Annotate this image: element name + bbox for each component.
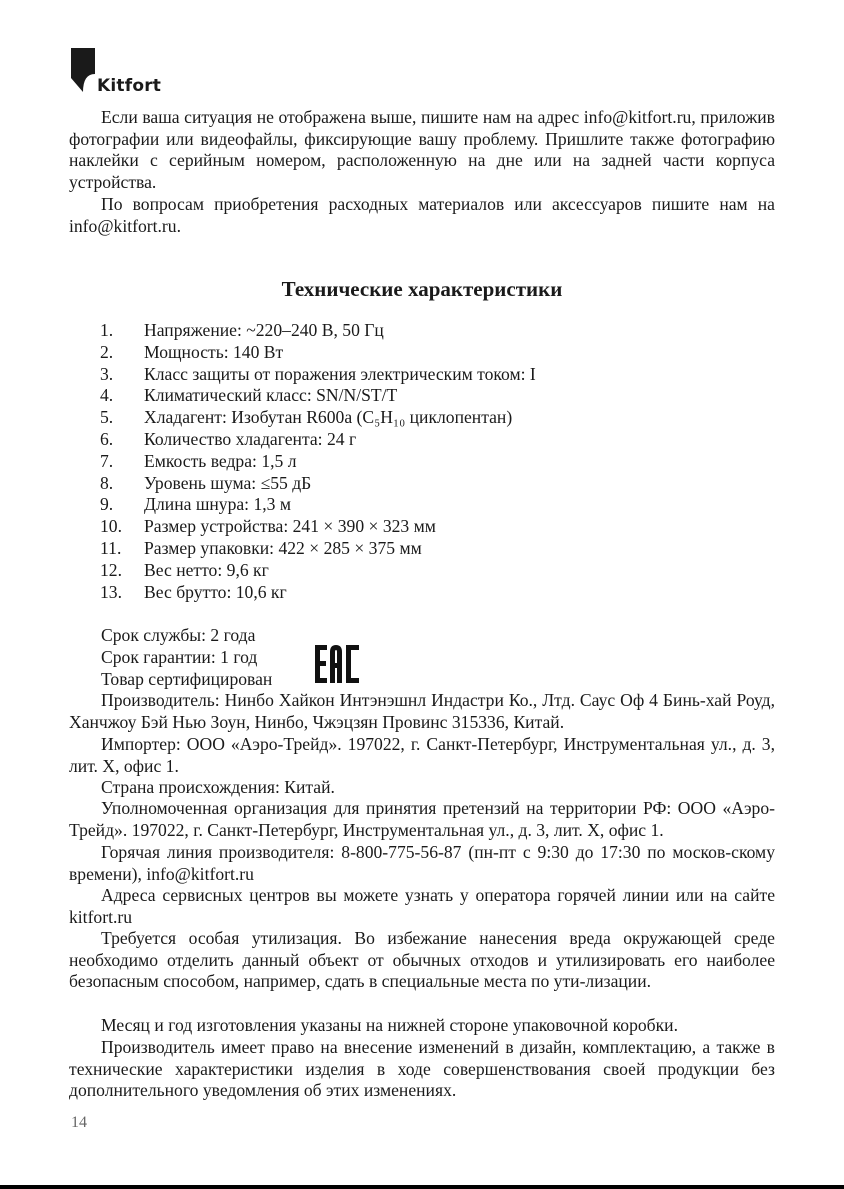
intro-paragraph-1: Если ваша ситуация не отображена выше, пишите нам на адрес info@kitfort.ru, приложив фотографии или видеофайлы, фиксирующие вашу проблему. Пришлите также фотографию наклейки с серийным номером, расположенную на дне или на задней части корпуса устройства. [69,107,775,192]
spec-number: 1. [100,320,114,340]
spec-item [100,407,536,429]
spec-item [100,429,536,451]
spec-number: 8. [100,472,114,493]
spec-number: 2. [100,341,114,362]
service-life: Срок службы: 2 года [101,625,256,645]
hotline-info: Горячая линия производителя: 8-800-775-56-87 (пн-пт с 9:30 до 17:30 по москов-скому времени), info@kitfort.ru [69,842,775,884]
spec-number: 4. [100,385,114,406]
eac-certification-icon [314,644,360,684]
spec-item [100,342,536,364]
importer-info: Импортер: ООО «Аэро-Трейд». 197022, г. Санкт-Петербург, Инструментальная ул., д. 3, лит. Х, офис 1. [69,734,775,776]
spec-number: 9. [100,494,114,515]
section-title: Технические характеристики [281,277,563,301]
spec-number: 5. [100,407,114,428]
spec-text: Хладагент: Изобутан R600a (C₅H₁₀ циклопентан) [144,407,513,428]
spec-text: Климатический класс: SN/N/ST/T [144,385,398,406]
spec-text: Класс защиты от поражения электрическим током: I [144,363,536,384]
bottom-divider [0,1185,844,1189]
authorized-organization: Уполномоченная организация для принятия претензий на территории РФ: ООО «Аэро-Трейд». 197022, г. Санкт-Петербург, Инструментальная ул., д. 3, лит. Х, офис 1. [69,798,775,840]
spec-number: 7. [100,450,114,471]
kitfort-logo-mark-icon [71,48,95,92]
intro-paragraph-2: По вопросам приобретения расходных материалов или аксессуаров пишите нам на info@kitfort.ru. [69,194,775,236]
spec-item [100,582,536,604]
spec-text: Вес брутто: 10,6 кг [144,581,287,602]
disposal-info: Требуется особая утилизация. Во избежание нанесения вреда окружающей среде необходимо отделить данный объект от обычных отходов и утилизировать его наиболее безопасным способом, например, сдать в специальные места по ути-лизации. [69,928,775,992]
spec-item [100,494,536,516]
spec-number: 3. [100,363,114,384]
spec-text: Размер устройства: 241 × 390 × 323 мм [144,516,436,537]
spec-text: Размер упаковки: 422 × 285 × 375 мм [144,537,422,558]
spec-text: Вес нетто: 9,6 кг [144,559,269,580]
spec-text: Длина шнура: 1,3 м [144,494,291,515]
certified-label: Товар сертифицирован [101,669,273,689]
specs-list [100,320,536,603]
spec-text: Напряжение: ~220–240 В, 50 Гц [144,320,384,340]
spec-number: 6. [100,428,114,449]
spec-item [100,560,536,582]
spec-item [100,473,536,495]
service-centers-info: Адреса сервисных центров вы можете узнать у оператора горячей линии или на сайте kitfort.ru [69,885,775,927]
manufacturer-info: Производитель: Нинбо Хайкон Интэнэшнл Индастри Ко., Лтд. Саус Оф 4 Бинь-хай Роуд, Ханчжоу Бэй Нью Зоун, Нинбо, Чжэцзян Провинс 315336, Китай. [69,690,775,732]
spec-item [100,538,536,560]
spec-text: Емкость ведра: 1,5 л [144,450,297,471]
country-of-origin: Страна происхождения: Китай. [101,777,335,797]
spec-text: Мощность: 140 Вт [144,341,284,362]
spec-number: 11. [100,537,122,558]
brand-name: Kitfort [97,76,162,96]
kitfort-logo [71,48,181,98]
spec-number: 13. [100,581,122,602]
spec-item [100,320,536,342]
spec-item [100,516,536,538]
warranty-period: Срок гарантии: 1 год [101,647,258,667]
spec-item [100,364,536,386]
spec-item [100,385,536,407]
spec-text: Уровень шума: ≤55 дБ [144,472,312,493]
page-number: 14 [71,1114,87,1131]
spec-text: Количество хладагента: 24 г [144,428,357,449]
spec-item [100,451,536,473]
changes-notice: Производитель имеет право на внесение изменений в дизайн, комплектацию, а также в технические характеристики изделия в ходе совершенствования своей продукции без дополнительного уведомления об этих изменениях. [69,1037,775,1101]
manufacture-date-info: Месяц и год изготовления указаны на нижней стороне упаковочной коробки. [101,1015,678,1035]
spec-number: 12. [100,559,122,580]
spec-number: 10. [100,516,122,537]
